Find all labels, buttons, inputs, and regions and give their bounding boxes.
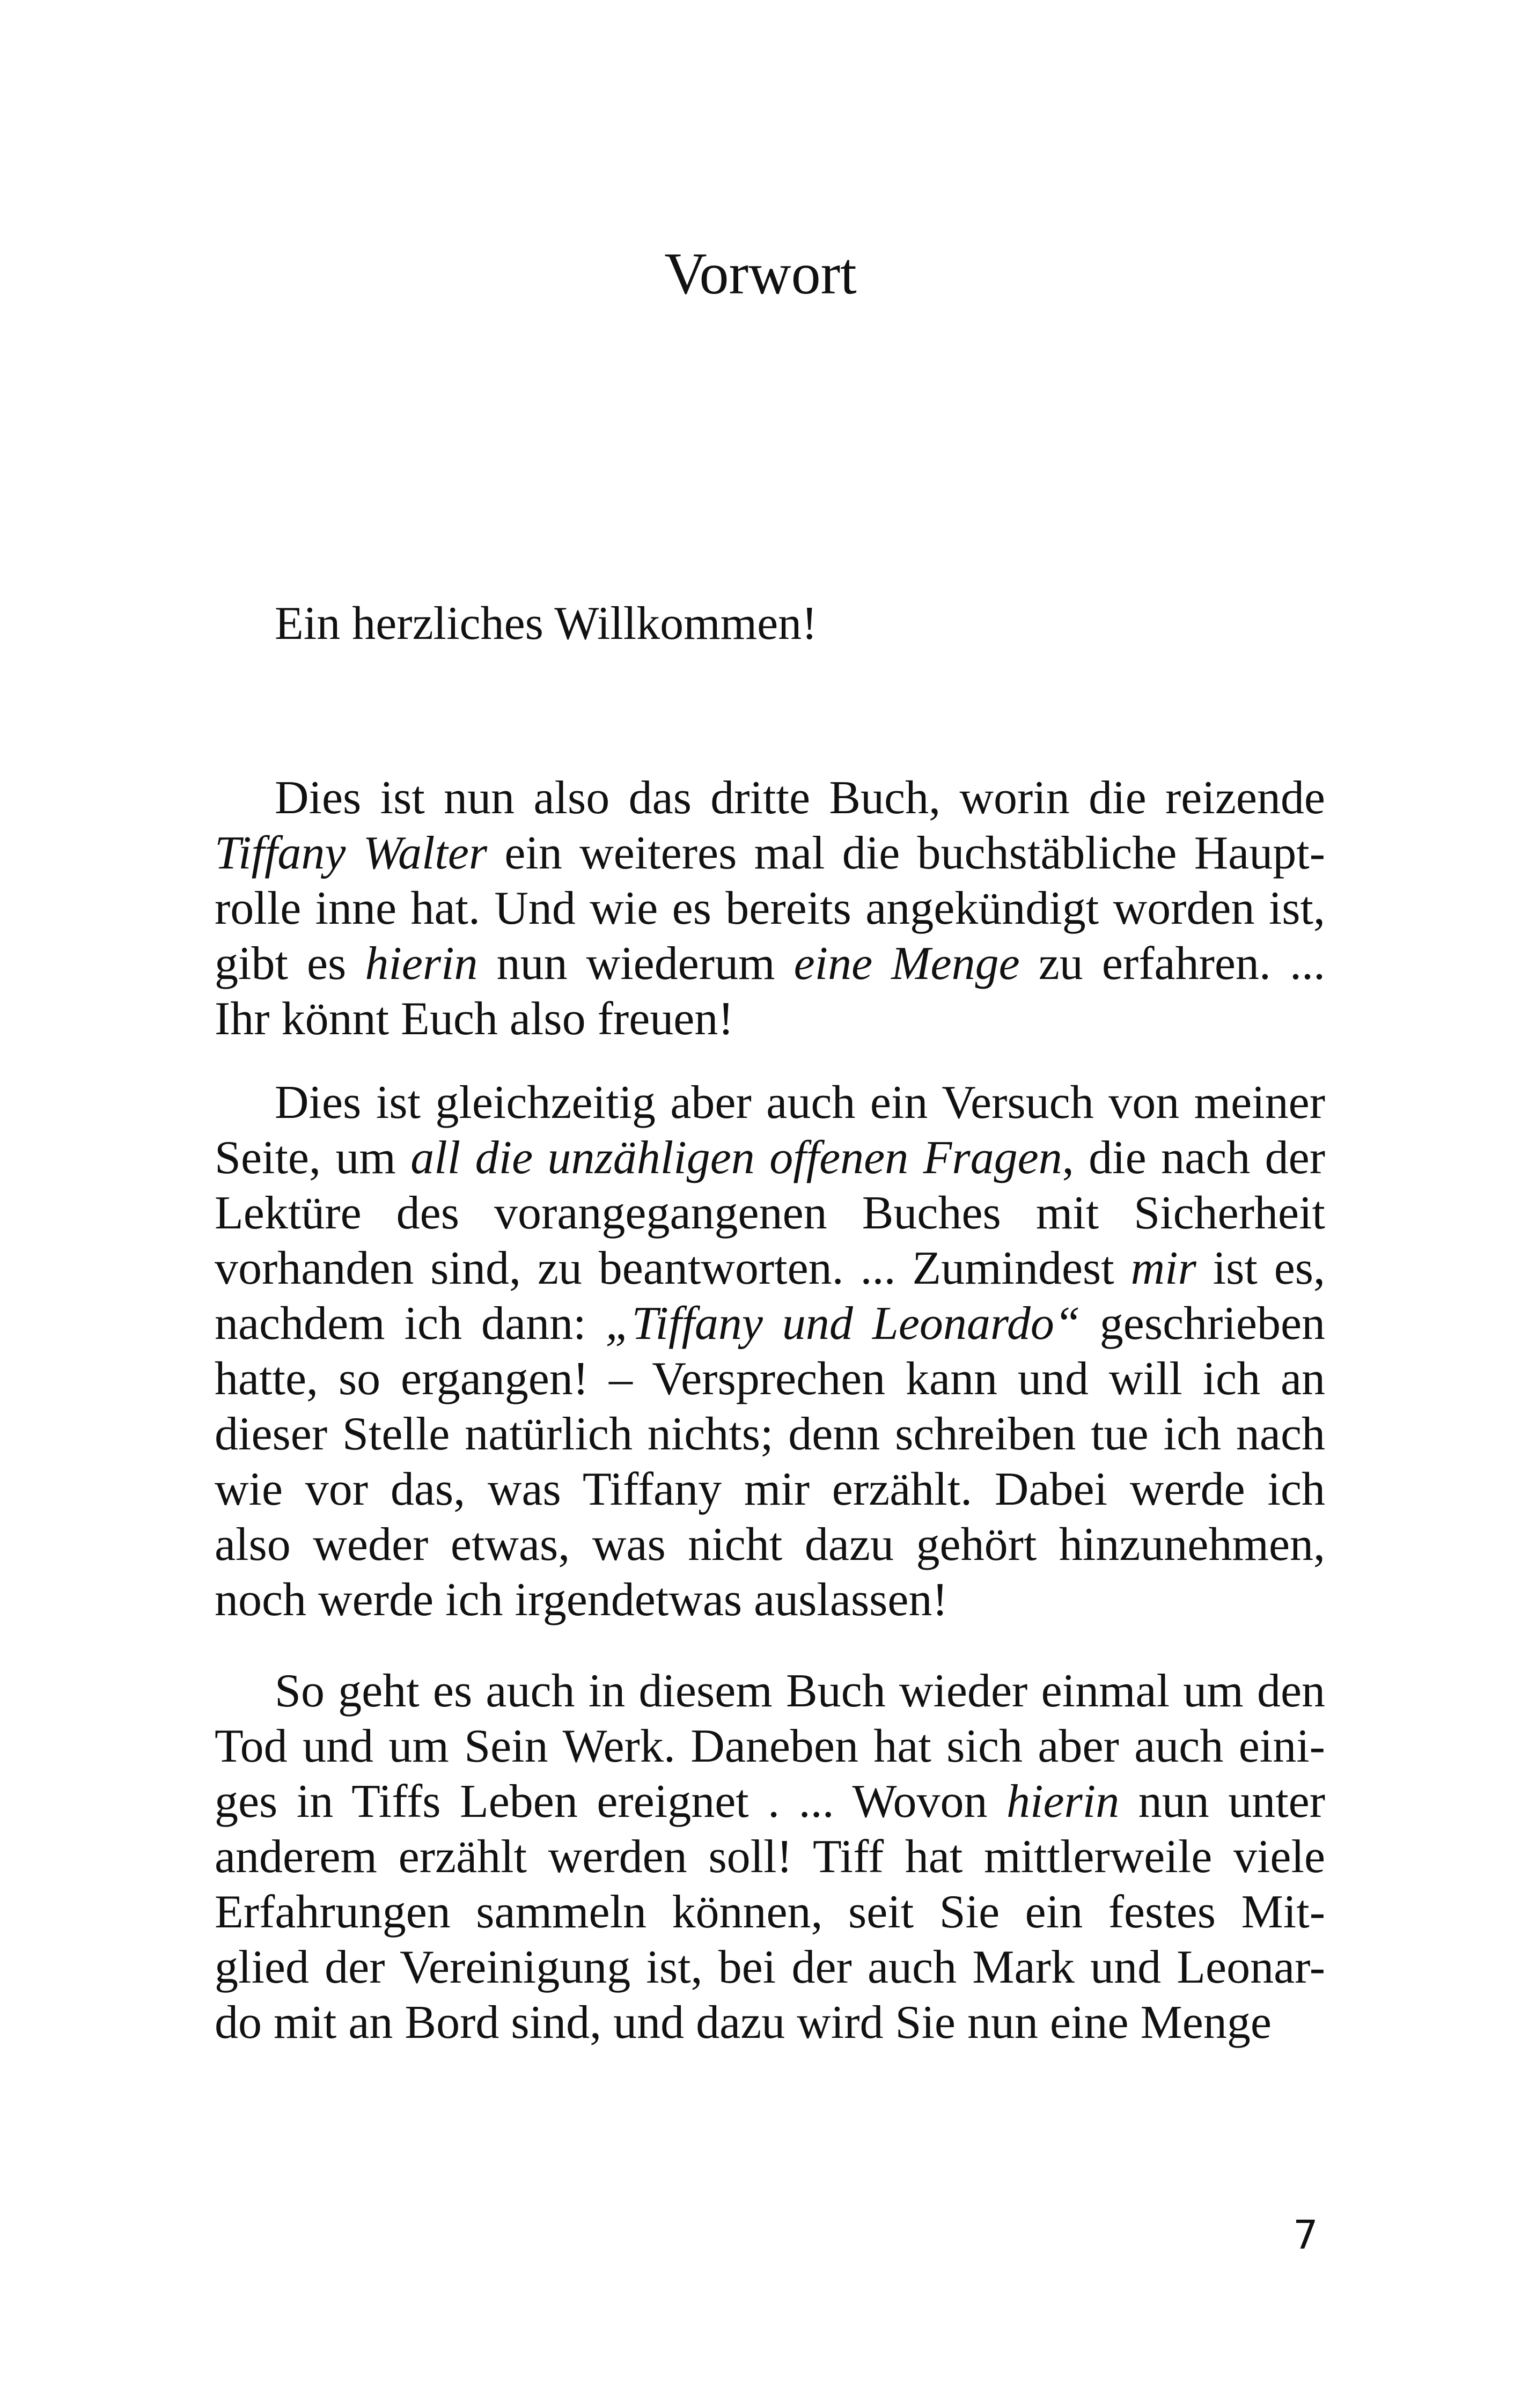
text-run: Ihr könnt Euch also freuen!: [215, 993, 734, 1045]
text-line: [215, 1185, 1325, 1241]
text-run: , die nach der: [1062, 1132, 1325, 1184]
text-run: gibt es: [215, 938, 365, 990]
text-run: glied der Vereinigung ist, bei der auch Mark und Leonar-: [215, 1941, 1325, 1993]
text-run: nun unter: [1119, 1776, 1325, 1828]
text-run: wie vor das, was Tiffany mir erzählt. Dabei werde ich: [215, 1463, 1325, 1515]
text-run: nachdem ich dann:: [215, 1298, 606, 1350]
text-line: [215, 936, 1325, 991]
text-run: Erfahrungen sammeln können, seit Sie ein festes Mit-: [215, 1886, 1325, 1938]
text-line: [215, 1075, 1325, 1130]
page-number: 7: [1292, 2212, 1318, 2258]
text-line: [215, 826, 1325, 881]
text-run: Dies ist nun also das dritte Buch, worin die reizende: [275, 772, 1325, 824]
text-line: [215, 881, 1325, 936]
text-line: [215, 1663, 1325, 1719]
text-run: Seite, um: [215, 1132, 411, 1184]
text-run: nun wiederum: [477, 938, 794, 990]
text-line: [215, 1940, 1325, 1995]
text-line: [215, 1351, 1325, 1406]
text-run: zu erfahren. ...: [1019, 938, 1325, 990]
text-run: Dies ist gleichzeitig aber auch ein Versuch von meiner: [275, 1077, 1325, 1129]
text-line: [215, 770, 1325, 826]
italic-text-run: „Tiffany und Leonardo“: [605, 1298, 1081, 1350]
text-line: [215, 991, 1325, 1047]
text-line: [215, 1517, 1325, 1572]
text-run: vorhanden sind, zu beantworten. ... Zumindest: [215, 1242, 1131, 1294]
text-line: [215, 1462, 1325, 1517]
italic-text-run: all die unzähligen offenen Fragen: [410, 1132, 1062, 1184]
italic-text-run: hierin: [365, 938, 478, 990]
paragraph-1: [215, 770, 1325, 1047]
text-run: dieser Stelle natürlich nichts; denn schreiben tue ich nach: [215, 1408, 1325, 1460]
text-run: ein weiteres mal die buchstäbliche Haupt-: [487, 827, 1325, 879]
text-run: hatte, so ergangen! – Versprechen kann und will ich an: [215, 1353, 1325, 1405]
text-line: [215, 1995, 1325, 2050]
paragraph-2: [215, 1075, 1325, 1628]
text-run: ist es,: [1196, 1242, 1326, 1294]
text-line: [215, 1130, 1325, 1185]
text-line: [215, 1241, 1325, 1296]
text-line: [215, 1774, 1325, 1829]
italic-text-run: Tiffany Walter: [215, 827, 488, 879]
italic-text-run: mir: [1130, 1242, 1196, 1294]
chapter-title: Vorwort: [664, 241, 857, 306]
text-line: [215, 1829, 1325, 1884]
text-run: rolle inne hat. Und wie es bereits angekündigt worden ist,: [215, 882, 1325, 934]
italic-text-run: eine Menge: [793, 938, 1020, 990]
text-run: also weder etwas, was nicht dazu gehört hinzunehmen,: [215, 1519, 1325, 1571]
text-line: [215, 1719, 1325, 1774]
text-run: do mit an Bord sind, und dazu wird Sie nun eine Menge: [215, 1997, 1272, 2049]
paragraph-3: [215, 1663, 1325, 2050]
text-run: Tod und um Sein Werk. Daneben hat sich aber auch eini-: [215, 1720, 1325, 1772]
text-run: anderem erzählt werden soll! Tiff hat mittlerweile viele: [215, 1831, 1325, 1883]
text-line: [215, 1406, 1325, 1462]
text-line: [215, 1884, 1325, 1940]
text-line: [215, 1296, 1325, 1351]
greeting-line: Ein herzliches Willkommen!: [275, 598, 818, 650]
text-run: So geht es auch in diesem Buch wieder einmal um den: [275, 1665, 1325, 1717]
text-run: ges in Tiffs Leben ereignet . ... Wovon: [215, 1776, 1007, 1828]
text-run: geschrieben: [1080, 1298, 1326, 1350]
text-run: noch werde ich irgendetwas auslassen!: [215, 1574, 948, 1626]
text-line: [215, 1572, 1325, 1628]
italic-text-run: hierin: [1006, 1776, 1120, 1828]
text-run: Lektüre des vorangegangenen Buches mit Sicherheit: [215, 1187, 1325, 1239]
